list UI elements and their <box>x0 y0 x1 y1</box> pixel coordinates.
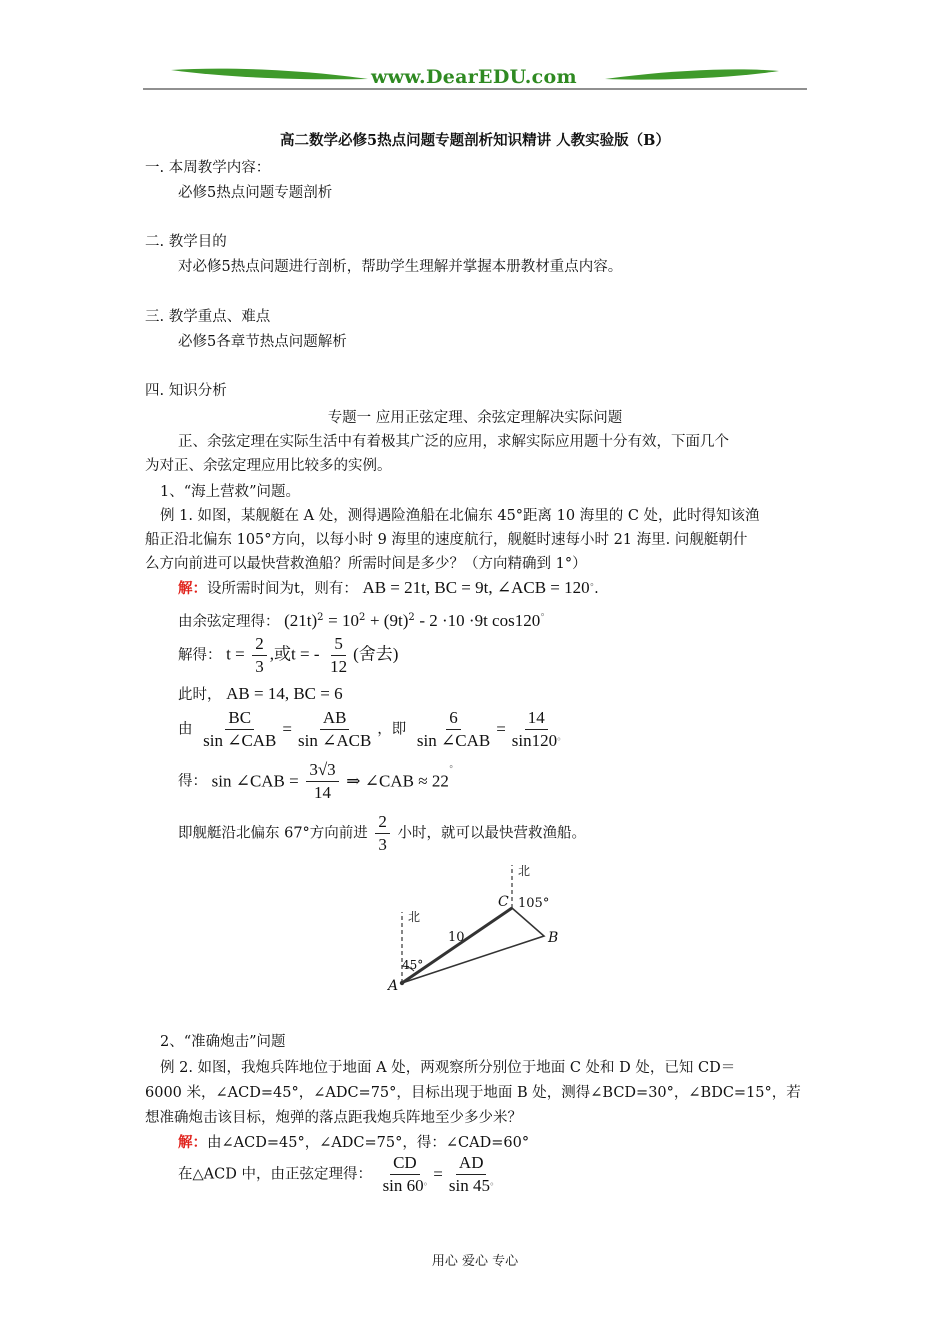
fraction-two-thirds <box>252 634 267 677</box>
solution-1-line-1: 解：设所需时间为t，则有： AB = 21t, BC = 9t, ∠ACB = 120°. <box>178 578 599 597</box>
angle-a-label: 45° <box>402 958 424 972</box>
topic-1-title: 专题一 应用正弦定理、余弦定理解决实际问题 <box>327 410 623 426</box>
label-b: B <box>548 930 559 946</box>
at-text: 此时， <box>178 687 222 703</box>
numerator: 5 <box>331 634 346 656</box>
sine-law-2-line <box>178 1153 500 1196</box>
fraction-five-twelfths <box>327 634 350 677</box>
point-a <box>400 981 404 985</box>
numerator: 2 <box>252 634 267 656</box>
denominator: 3 <box>255 657 264 676</box>
ie-text: ，即 <box>377 721 407 738</box>
cos-term-a: (21t) <box>284 610 318 630</box>
solution-2-label: 解： <box>178 1134 207 1151</box>
header-banner <box>143 62 807 92</box>
result-rhs: ⇒ ∠CAB ≈ 22 <box>346 771 449 791</box>
cos-term-b: = 10 <box>328 610 359 630</box>
square-exp-2: 2 <box>358 612 366 623</box>
page-footer: 用心 爱心 专心 <box>431 1254 519 1269</box>
at-this-time-line <box>178 684 343 705</box>
equals-3: = <box>433 1164 443 1184</box>
right-swoosh <box>605 69 779 79</box>
result-line: 得： sin ∠CAB = $\frac{3√3}{14}$ ⇒ ∠CAB ≈ 22° <box>178 760 454 802</box>
document-title: 高二数学必修5热点问题专题剖析知识精讲 人教实验版（B） <box>280 132 670 149</box>
left-swoosh <box>171 69 368 80</box>
north-label-1: 北 <box>408 910 421 924</box>
equals: = <box>282 719 292 739</box>
conclusion-text-b: 小时，就可以最快营救渔船。 <box>397 825 587 842</box>
angle-c-label: 105° <box>518 896 550 911</box>
denominator: sin 60° <box>382 1176 428 1195</box>
example-2-line-3: 想准确炮击该目标，炮弹的落点距我炮兵阵地至少多少米？ <box>145 1110 522 1126</box>
intro-line-2: 为对正、余弦定理应用比较多的实例。 <box>145 458 392 474</box>
solve-discard: (舍去) <box>353 644 399 664</box>
cos-term-d: - 2 ·10 ·9t cos120 <box>419 610 541 630</box>
denominator: sin ∠ACB <box>298 731 372 750</box>
denominator: sin120° <box>511 731 561 750</box>
intro-line-1: 正、余弦定理在实际生活中有着极其广泛的应用，求解实际应用题十分有效，下面几个 <box>178 434 729 450</box>
numerator: 6 <box>446 708 461 730</box>
fraction-two-thirds-hours <box>375 812 390 855</box>
label-a: A <box>388 978 399 994</box>
square-exp-1: 2 <box>317 612 324 623</box>
numerator: BC <box>225 708 254 730</box>
cos-term-c: + (9t) <box>369 610 409 630</box>
conclusion-line <box>178 812 586 855</box>
problem-1-heading: 1、“海上营救”问题。 <box>160 484 301 500</box>
section-1-content: 必修5热点问题专题剖析 <box>178 185 333 201</box>
denominator: 14 <box>314 783 332 802</box>
denominator: sin ∠CAB <box>203 731 277 750</box>
denominator: 12 <box>330 657 348 676</box>
solution-2-text: 由∠ACD=45°，∠ADC=75°，得：∠CAD=60° <box>207 1135 530 1151</box>
fraction-bc <box>200 708 279 751</box>
numerator: CD <box>390 1153 420 1175</box>
example-1-line-3: 么方向前进可以最快营救渔船？所需时间是多少？（方向精确到 1°） <box>145 556 587 572</box>
cosine-law-line: 由余弦定理得： $(21t)^2 = 10^2 + (9t)^2 - 2 \cdot 10 \cdot 9t$ cos120° <box>178 610 545 630</box>
denominator: sin 45° <box>448 1176 494 1195</box>
by-text: 由 <box>178 721 193 738</box>
section-1-heading: 一. 本周教学内容： <box>145 160 271 176</box>
fraction-ab <box>295 708 374 751</box>
numerator: 2 <box>375 812 390 834</box>
solution-text: 设所需时间为t，则有： <box>207 581 358 597</box>
fraction-3root3-over-14 <box>306 760 338 803</box>
solve-line <box>178 634 398 677</box>
site-logo: www.DearEDU.com <box>371 66 577 88</box>
example-1-line-2: 船正沿北偏东 105°方向，以每小时 9 海里的速度航行，舰艇时速每小时 21 海里. 问舰艇朝什 <box>145 532 748 548</box>
side-ac-label: 10 <box>448 930 465 945</box>
result-text: 得： <box>178 773 207 790</box>
section-4-heading: 四. 知识分析 <box>145 383 227 399</box>
solve-text: 解得： <box>178 647 222 664</box>
figure-rescue <box>378 860 588 1000</box>
section-3-content: 必修5各章节热点问题解析 <box>178 334 347 350</box>
solution-label: 解： <box>178 580 207 597</box>
example-2-line-2: 6000 米，∠ACD=45°，∠ADC=75°，目标出现于地面 B 处，测得∠BCD=30°，∠BDC=15°，若 <box>145 1085 801 1101</box>
degree-mark: ° <box>589 583 595 593</box>
numerator: AD <box>456 1153 487 1175</box>
cosine-law-text: 由余弦定理得： <box>178 613 280 630</box>
north-label-2: 北 <box>518 864 531 878</box>
example-1-line-1: 例 1. 如图，某舰艇在 A 处，测得遇险渔船在北偏东 45°距离 10 海里的 C 处，此时得知该渔 <box>160 508 760 524</box>
square-exp-3: 2 <box>408 612 415 623</box>
triangle-abc <box>402 908 544 983</box>
solve-or: ,或t = - <box>269 644 320 664</box>
equals-2: = <box>496 719 506 739</box>
example-2-line-1: 例 2. 如图，我炮兵阵地位于地面 A 处，两观察所分别位于地面 C 处和 D 处，已知 CD＝ <box>160 1060 736 1076</box>
given-equations: AB = 21t, BC = 9t, ∠ACB = 120 <box>362 578 590 597</box>
fraction-6 <box>414 708 493 751</box>
fraction-cd <box>380 1153 431 1196</box>
sine-law-2-text: 在△ACD 中，由正弦定理得： <box>178 1166 372 1183</box>
conclusion-text-a: 即舰艇沿北偏东 67°方向前进 <box>178 825 368 842</box>
fraction-14 <box>509 708 564 751</box>
solve-t: t = <box>226 644 245 664</box>
at-values: AB = 14, BC = 6 <box>226 684 343 703</box>
sine-law-line <box>178 708 567 751</box>
solution-2-line <box>178 1133 529 1153</box>
fraction-ad <box>446 1153 497 1196</box>
problem-2-heading: 2、“准确炮击”问题 <box>160 1034 286 1050</box>
section-2-heading: 二. 教学目的 <box>145 234 227 250</box>
section-3-heading: 三. 教学重点、难点 <box>145 309 271 325</box>
result-lhs: sin ∠CAB = <box>211 771 299 791</box>
numerator: 3√3 <box>306 760 338 782</box>
denominator: 3 <box>378 835 387 854</box>
label-c: C <box>498 894 509 910</box>
denominator: sin ∠CAB <box>416 731 491 750</box>
numerator: AB <box>320 708 350 730</box>
numerator: 14 <box>525 708 548 730</box>
section-2-content: 对必修5热点问题进行剖析，帮助学生理解并掌握本册教材重点内容。 <box>178 259 623 275</box>
